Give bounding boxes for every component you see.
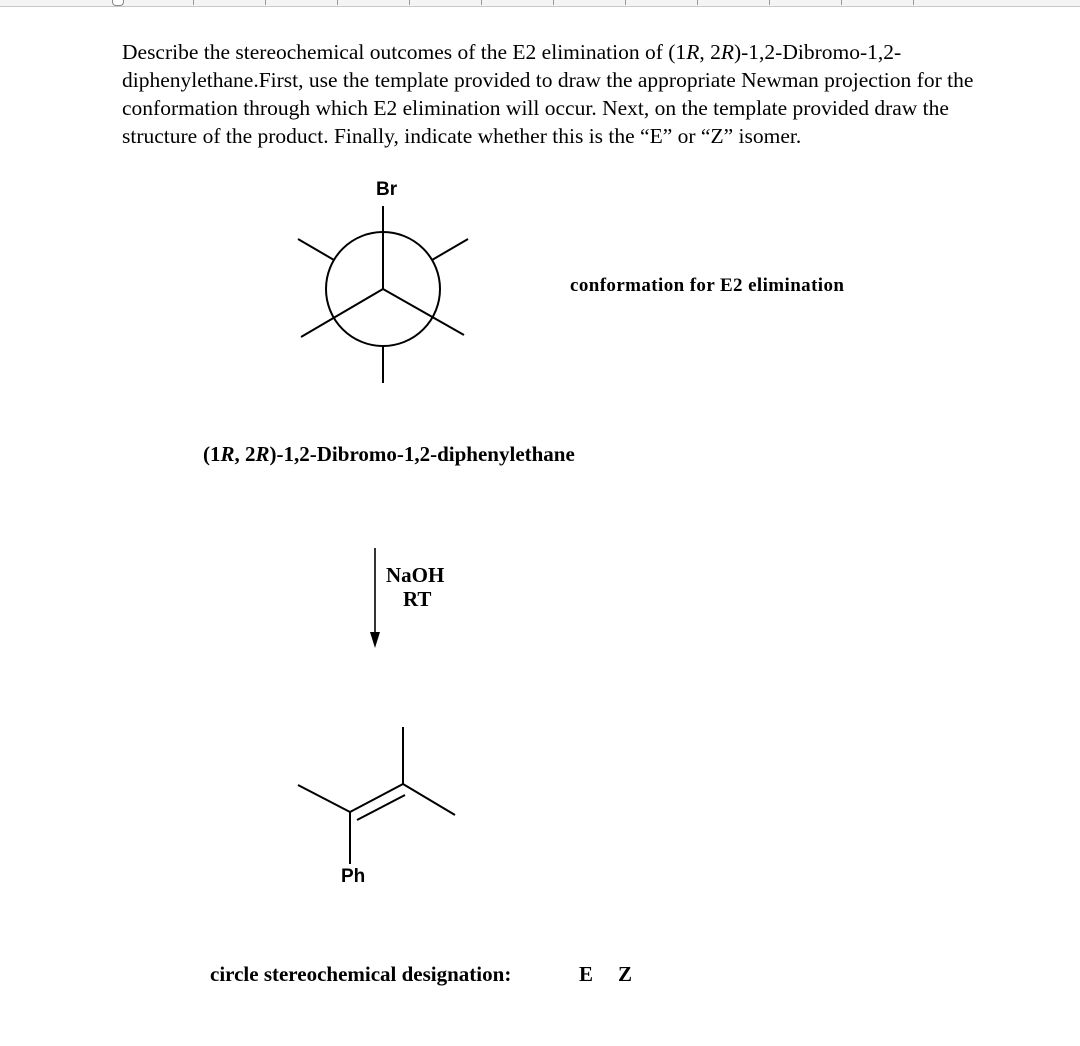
compound-name-part: (1 [203, 442, 221, 466]
newman-caption: conformation for E2 elimination [570, 275, 845, 296]
compound-stereo-descriptor: R [255, 442, 270, 466]
newman-rear-bond-upper-right [432, 239, 468, 260]
question-text-part: )-1,2-Dibromo-1,2-diphenylethane.First, use the template provided to draw the appropriate Newman projection for the conformation through which E2 elimination will occur. Next, on the template provided draw the structure of the product. Finally, indicate whether this is the “E” or “Z” isomer. [122, 40, 974, 148]
question-stereo-descriptor: R [686, 40, 700, 64]
designation-prompt: circle stereochemical designation: [210, 962, 512, 986]
compound-name-part: )-1,2-Dibromo-1,2-diphenylethane [269, 442, 575, 466]
alkene-bond-left [298, 785, 350, 812]
designation-option-z[interactable]: Z [618, 962, 633, 986]
alkene-double-bond-inner [357, 795, 405, 820]
question-stereo-descriptor: R [720, 40, 734, 64]
compound-name [203, 442, 575, 467]
designation-option-e[interactable]: E [579, 962, 594, 986]
compound-name-part: , 2 [234, 442, 256, 466]
newman-rear-bond-upper-left [298, 239, 334, 260]
arrow-head [370, 632, 380, 648]
condition-label: RT [403, 587, 432, 611]
alkene-bond-right [403, 784, 455, 815]
compound-stereo-descriptor: R [220, 442, 235, 466]
product-ph-label: Ph [341, 866, 366, 887]
question-text-part: Describe the stereochemical outcomes of the E2 elimination of (1 [122, 40, 687, 64]
product-alkene-template[interactable] [298, 727, 455, 864]
reaction-arrow [370, 548, 380, 648]
alkene-double-bond [350, 784, 403, 812]
newman-projection[interactable] [298, 206, 468, 383]
reagent-label: NaOH [386, 563, 445, 587]
newman-br-label: Br [376, 179, 398, 200]
question-text-part: , 2 [699, 40, 721, 64]
